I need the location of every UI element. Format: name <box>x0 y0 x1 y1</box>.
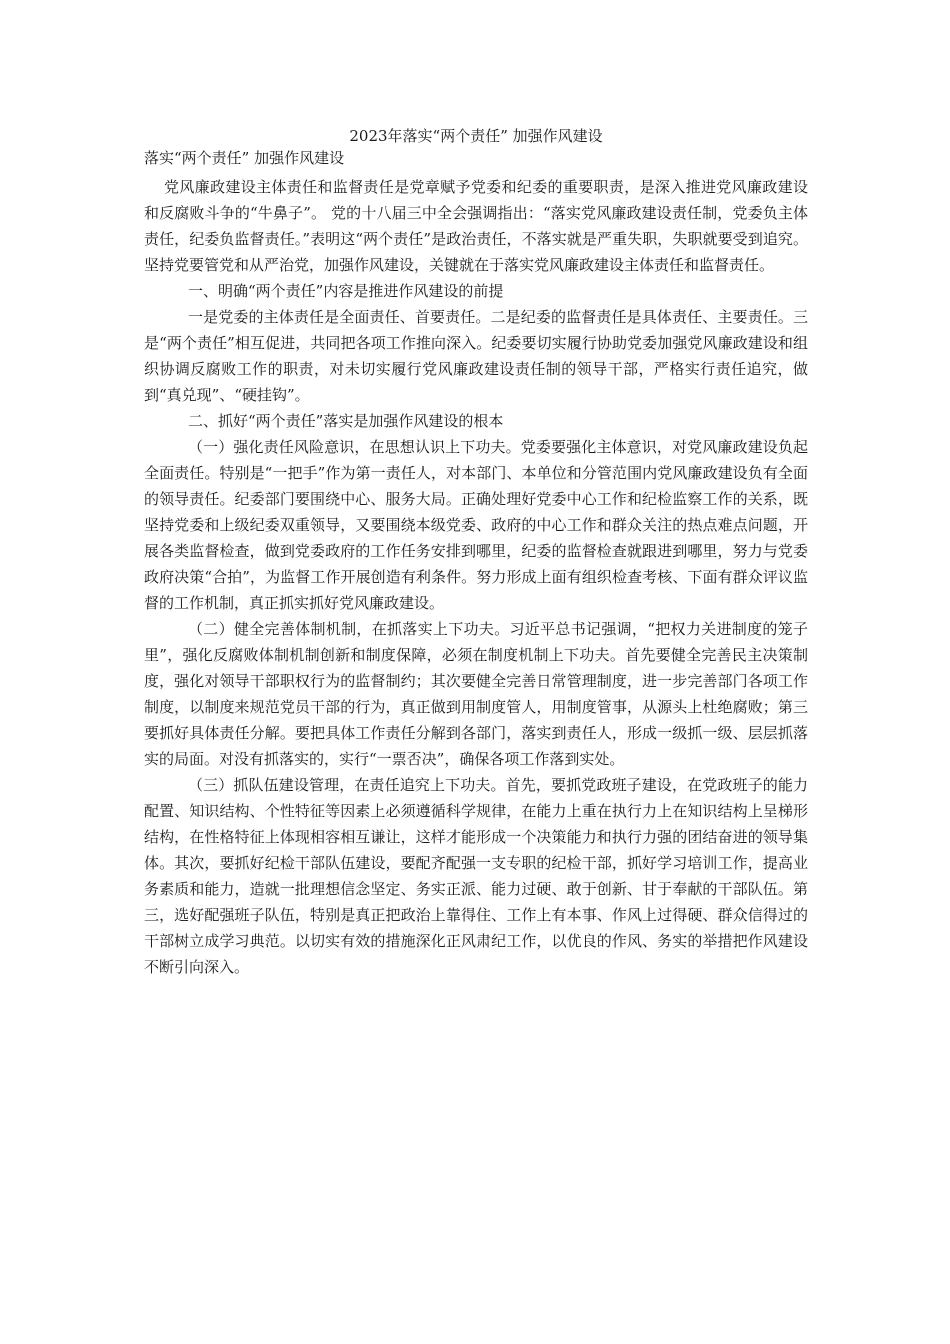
document-page <box>144 126 808 980</box>
section-1-heading: 一、明确“两个责任”内容是推进作风建设的前提 <box>188 282 504 300</box>
section-1-body: 一是党委的主体责任是全面责任、首要责任。二是纪委的监督责任是具体责任、主要责任。三是“两个责任”相互促进，共同把各项工作推向深入。纪委要切实履行协助党委加强党风廉政建设和组织协调反腐败工作的职责，对未切实履行党风廉政建设责任制的领导干部，严格实行责任追究，做到“真兑现”、“硬挂钩”。 <box>144 308 808 404</box>
section-2-item-1: （一）强化责任风险意识，在思想认识上下功夫。党委要强化主体意识，对党风廉政建设负起全面责任。特别是“一把手”作为第一责任人，对本部门、本单位和分管范围内党风廉政建设负有全面的领导责任。纪委部门要围绕中心、服务大局。正确处理好党委中心工作和纪检监察工作的关系，既坚持党委和上级纪委双重领导，又要围绕本级党委、政府的中心工作和群众关注的热点难点问题，开展各类监督检查，做到党委政府的工作任务安排到哪里，纪委的监督检查就跟进到哪里，努力与党委政府决策“合拍”，为监督工作开展创造有利条件。努力形成上面有组织检查考核、下面有群众评议监督的工作机制，真正抓实抓好党风廉政建设。 <box>144 438 808 612</box>
document-subtitle: 落实“两个责任” 加强作风建设 <box>144 149 345 167</box>
section-2-item-3: （三）抓队伍建设管理，在责任追究上下功夫。首先，要抓党政班子建设，在党政班子的能力配置、知识结构、个性特征等因素上必须遵循科学规律，在能力上重在执行力上在知识结构上呈梯形结构，在性格特征上体现相容相互谦让，这样才能形成一个决策能力和执行力强的团结奋进的领导集体。其次，要抓好纪检干部队伍建设，要配齐配强一支专职的纪检干部，抓好学习培训工作，提高业务素质和能力，造就一批理想信念坚定、务实正派、能力过硬、敢于创新、甘于奉献的干部队伍。第三，选好配强班子队伍，特别是真正把政治上靠得住、工作上有本事、作风上过得硬、群众信得过的干部树立成学习典范。以切实有效的措施深化正风肃纪工作，以优良的作风、务实的举措把作风建设不断引向深入。 <box>144 776 808 976</box>
intro-paragraph: 党风廉政建设主体责任和监督责任是党章赋予党委和纪委的重要职责，是深入推进党风廉政建设和反腐败斗争的“牛鼻子”。 党的十八届三中全会强调指出：“落实党风廉政建设责任制，党委负主体责任，纪委负监督责任。”表明这“两个责任”是政治责任，不落实就是严重失职，失职就要受到追究。坚持党要管党和从严治党，加强作风建设，关键就在于落实党风廉政建设主体责任和监督责任。 <box>144 178 808 274</box>
section-2-heading: 二、抓好“两个责任”落实是加强作风建设的根本 <box>188 412 504 430</box>
document-title: 2023年落实“两个责任” 加强作风建设 <box>349 127 603 145</box>
section-2-item-2: （二）健全完善体制机制，在抓落实上下功夫。习近平总书记强调，“把权力关进制度的笼子里”，强化反腐败体制机制创新和制度保障，必须在制度机制上下功夫。首先要健全完善民主决策制度，强化对领导干部职权行为的监督制约；其次要健全完善日常管理制度，进一步完善部门各项工作制度，以制度来规范党员干部的行为，真正做到用制度管人，用制度管事，从源头上杜绝腐败；第三要抓好具体责任分解。要把具体工作责任分解到各部门，落实到责任人，形成一级抓一级、层层抓落实的局面。对没有抓落实的，实行“一票否决”，确保各项工作落到实处。 <box>144 620 808 768</box>
